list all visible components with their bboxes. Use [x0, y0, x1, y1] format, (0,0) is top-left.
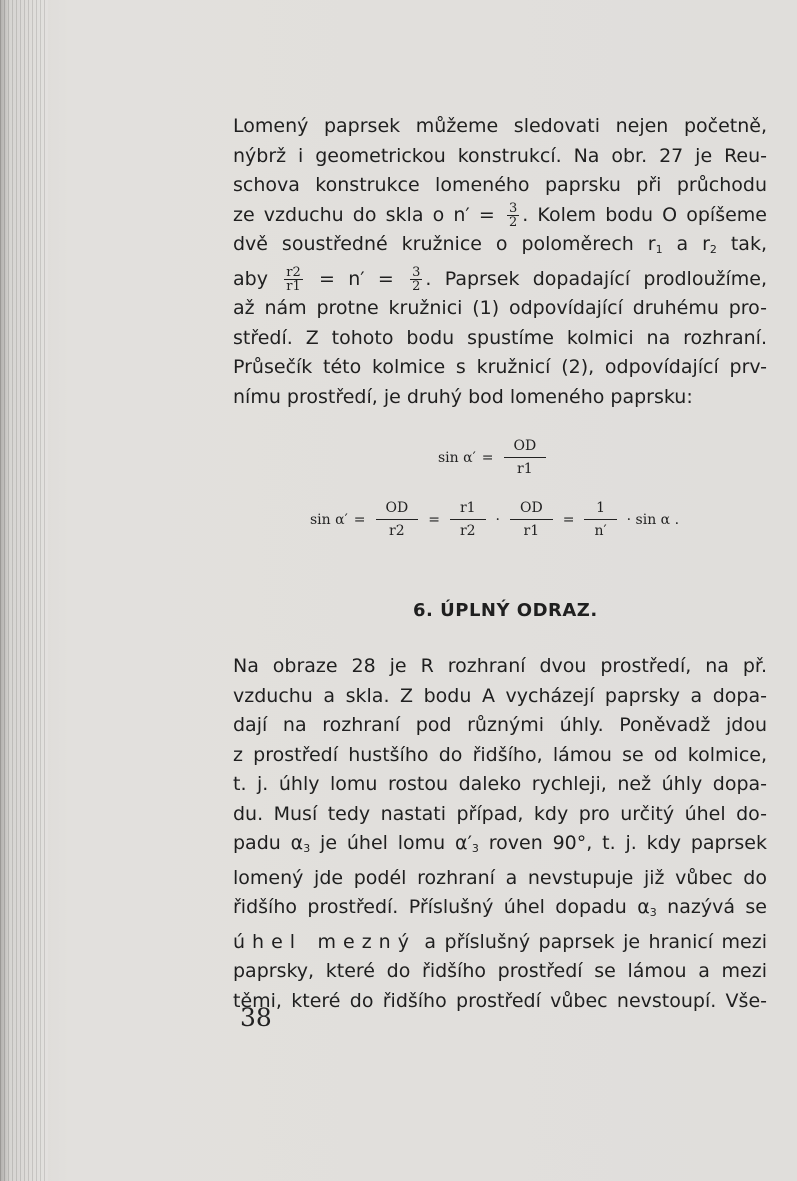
equals-sign: = — [428, 511, 440, 528]
fraction-denominator: 2 — [508, 214, 518, 230]
fraction-three-halves — [507, 202, 519, 229]
text-line: Lomený paprsek můžeme sledovati nejen početně, — [233, 115, 767, 137]
equation-tail: · sin α . — [626, 511, 680, 528]
text-line: nímu prostředí, je druhý bod lomeného paprsku: — [233, 385, 693, 408]
text-segment: padu α — [233, 832, 304, 854]
text-line: středí. Z tohoto bodu spustíme kolmici na rozhraní. — [233, 326, 767, 349]
text-line-with-fraction — [233, 201, 767, 231]
paragraph-refraction-construction — [233, 112, 767, 412]
text-segment: tak, — [716, 233, 767, 255]
fraction-numerator: OD — [510, 497, 553, 520]
equation-lhs: sin α′ — [438, 449, 476, 466]
fraction-od-over-r2 — [376, 497, 419, 542]
text-segment: a r — [662, 233, 710, 255]
fraction-denominator: r1 — [286, 278, 301, 294]
text-line: schova konstrukce lomeného paprsku při průchodu — [233, 174, 767, 196]
fraction-one-over-n-prime — [584, 497, 616, 542]
text-line: Na obraze 28 je R rozhraní dvou prostředí, na př. — [233, 655, 767, 677]
subscript: 1 — [655, 243, 663, 256]
text-line: až nám protne kružnici (1) odpovídající druhému pro- — [233, 297, 767, 319]
fraction-denominator: r2 — [459, 523, 476, 539]
page-binding-edge — [0, 0, 48, 1181]
fraction-numerator: 3 — [508, 200, 518, 216]
text-segment: ze vzduchu do skla o n′ = — [233, 203, 495, 226]
text-line-angles — [233, 829, 767, 864]
fraction-od-over-r1 — [504, 435, 547, 480]
text-line: z prostředí hustšího do řidšího, lámou se od kolmice, — [233, 743, 767, 766]
equation-derivation — [310, 497, 685, 542]
fraction-r1-over-r2 — [450, 497, 486, 542]
text-line: paprsky, které do řidšího prostředí se lámou a mezi — [233, 960, 767, 982]
fraction-numerator: OD — [376, 497, 419, 520]
fraction-denominator: 2 — [412, 278, 421, 294]
text-line: Průsečík této kolmice s kružnicí (2), odpovídající prv- — [233, 356, 767, 378]
text-line: t. j. úhly lomu rostou daleko rychleji, než úhly dopa- — [233, 773, 767, 795]
paragraph-total-reflection — [233, 652, 767, 1016]
text-line-critical-angle — [233, 893, 767, 928]
text-line: těmi, které do řidšího prostředí vůbec nevstoupí. Vše- — [233, 989, 767, 1012]
text-segment: aby — [233, 267, 268, 290]
text-segment: řidšího prostředí. Příslušný úhel dopadu α — [233, 896, 650, 918]
multiplication-dot: · — [495, 511, 500, 528]
subscript: 3 — [471, 842, 479, 855]
text-segment: . Paprsek dopadající prodloužíme, — [425, 267, 767, 290]
subscript: 3 — [649, 906, 657, 919]
text-line: lomený jde podél rozhraní a nevstupuje již vůbec do — [233, 866, 767, 889]
text-segment: nazývá se — [656, 896, 767, 918]
fraction-od-over-r1 — [510, 497, 553, 542]
equals-sign: = — [562, 511, 575, 528]
subscript: 3 — [303, 842, 311, 855]
text-segment: a příslušný paprsek je hranicí mezi — [415, 930, 767, 953]
subscript: 2 — [709, 243, 717, 256]
fraction-numerator: 3 — [412, 264, 421, 280]
fraction-denominator: n′ — [594, 523, 607, 539]
fraction-denominator: r1 — [523, 523, 540, 539]
fraction-three-halves — [410, 266, 422, 293]
text-line: vzduchu a skla. Z bodu A vycházejí paprsky a dopa- — [233, 684, 767, 707]
page-number: 38 — [240, 1003, 272, 1032]
text-segment: = n′ = — [319, 267, 394, 290]
spaced-term: úhel mezný — [233, 930, 416, 953]
text-segment: roven 90°, t. j. kdy paprsek — [478, 832, 767, 854]
section-heading: 6. ÚPLNÝ ODRAZ. — [413, 600, 598, 621]
fraction-numerator: 1 — [584, 497, 616, 520]
equation-sin-alpha-prime — [438, 435, 550, 480]
text-line: du. Musí tedy nastati případ, kdy pro určitý úhel do- — [233, 802, 767, 825]
equals-sign: = — [481, 449, 494, 466]
fraction-denominator: r2 — [389, 523, 405, 539]
fraction-numerator: r1 — [450, 497, 486, 520]
text-line-radii — [233, 230, 767, 265]
fraction-numerator: OD — [504, 435, 547, 458]
equation-lhs: sin α′ — [310, 511, 348, 528]
text-segment: je úhel lomu α′ — [310, 832, 472, 854]
text-line-ratio — [233, 265, 767, 295]
text-segment: dvě soustředné kružnice o poloměrech r — [233, 233, 656, 255]
fraction-denominator: r1 — [517, 461, 533, 477]
equals-sign: = — [353, 511, 366, 528]
fraction-numerator: r2 — [286, 264, 301, 280]
text-line-term — [233, 928, 767, 958]
text-segment: . Kolem bodu O opíšeme — [522, 203, 767, 226]
text-line: nýbrž i geometrickou konstrukcí. Na obr. 27 je Reu- — [233, 144, 767, 167]
fraction-r2-over-r1 — [284, 266, 303, 293]
text-line: dají na rozhraní pod různými úhly. Poněvadž jdou — [233, 714, 767, 736]
